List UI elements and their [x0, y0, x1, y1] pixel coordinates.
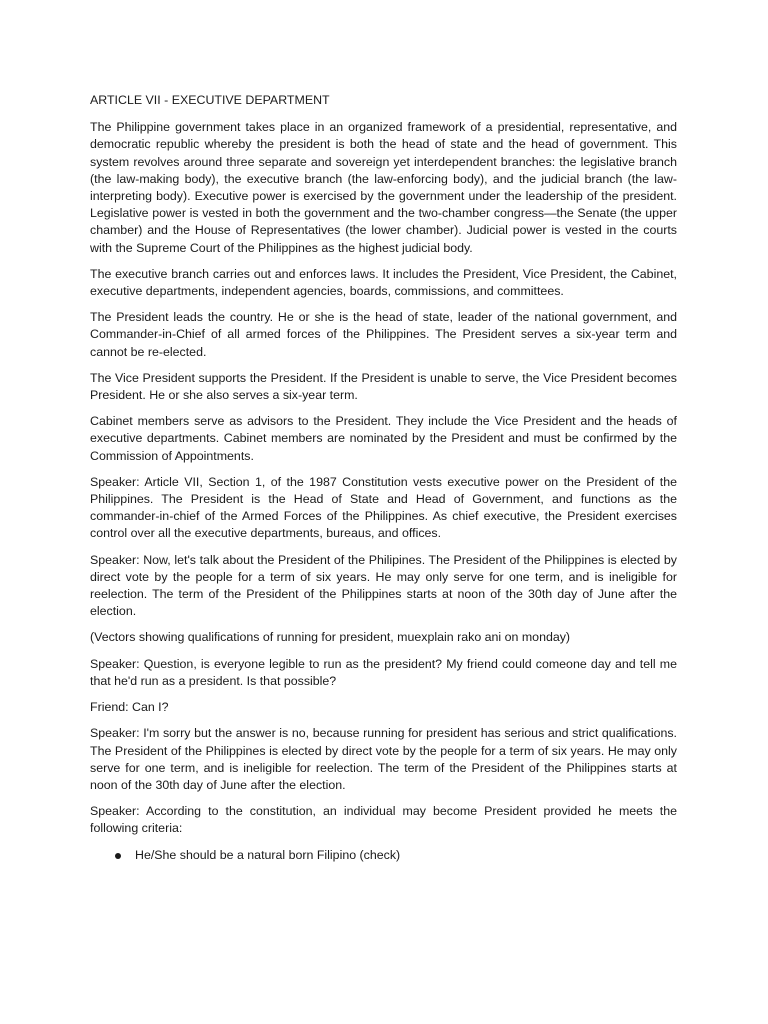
paragraph-cabinet: Cabinet members serve as advisors to the President. They include the Vice President and the heads of executive departments. Cabinet members are nominated by the President and must be confirmed by the Commission of Appointments. [90, 414, 677, 463]
criteria-list [90, 847, 677, 864]
document-page [90, 92, 677, 864]
paragraph-vectors-note: (Vectors showing qualifications of running for president, muexplain rako ani on monday) [90, 630, 571, 645]
document-title: ARTICLE VII - EXECUTIVE DEPARTMENT [90, 93, 330, 107]
bullet-icon [115, 853, 121, 859]
list-item-text: He/She should be a natural born Filipino (check) [135, 847, 401, 862]
paragraph-speaker-criteria: Speaker: According to the constitution, an individual may become President provided he meets the following criteria: [90, 804, 677, 836]
paragraph-speaker-section-1: Speaker: Article VII, Section 1, of the 1987 Constitution vests executive power on the President of the Philippines. The President is the Head of State and Head of Government, and functions as the commander-in-chief of the Armed Forces of the Philippines. As chief executive, the President exercises control over all the executive departments, bureaus, and offices. [90, 474, 677, 541]
paragraph-vice-president: The Vice President supports the President. If the President is unable to serve, the Vice President becomes President. He or she also serves a six-year term. [90, 370, 677, 403]
paragraph-speaker-question: Speaker: Question, is everyone legible to run as the president? My friend could comeone day and tell me that he'd run as a president. Is that possible? [90, 656, 677, 688]
paragraph-speaker-answer: Speaker: I'm sorry but the answer is no, because running for president has serious and strict qualifications. The President of the Philippines is elected by direct vote by the people for a term of six years. He may only serve for one term, and is ineligible for reelection. The term of the President of the Philippines starts at noon of the 30th day of June after the election. [90, 726, 677, 792]
paragraph-president: The President leads the country. He or she is the head of state, leader of the national government, and Commander-in-Chief of all armed forces of the Philippines. The President serves a six-year term and cannot be re-elected. [90, 310, 677, 359]
paragraph-intro: The Philippine government takes place in an organized framework of a presidential, representative, and democratic republic whereby the president is both the head of state and the head of government. This system revolves around three separate and sovereign yet interdependent branches: the legislative branch (the law-making body), the executive branch (the law-enforcing body), and the judicial branch (the law-interpreting body). Executive power is exercised by the government under the leadership of the president. Legislative power is vested in both the government and the two-chamber congress—the Senate (the upper chamber) and the House of Representatives (the lower chamber). Judicial power is vested in the courts with the Supreme Court of the Philippines as the highest judicial body. [90, 120, 677, 255]
paragraph-executive-branch: The executive branch carries out and enforces laws. It includes the President, Vice President, the Cabinet, executive departments, independent agencies, boards, commissions, and committees. [90, 266, 677, 299]
paragraph-friend: Friend: Can I? [90, 700, 169, 715]
paragraph-speaker-president-term: Speaker: Now, let's talk about the President of the Philipines. The President of the Philippines is elected by direct vote by the people for a term of six years. He may only serve for one term, and is ineligible for reelection. The term of the President of the Philippines starts at noon of the 30th day of June after the election. [90, 552, 677, 619]
list-item [90, 847, 677, 864]
